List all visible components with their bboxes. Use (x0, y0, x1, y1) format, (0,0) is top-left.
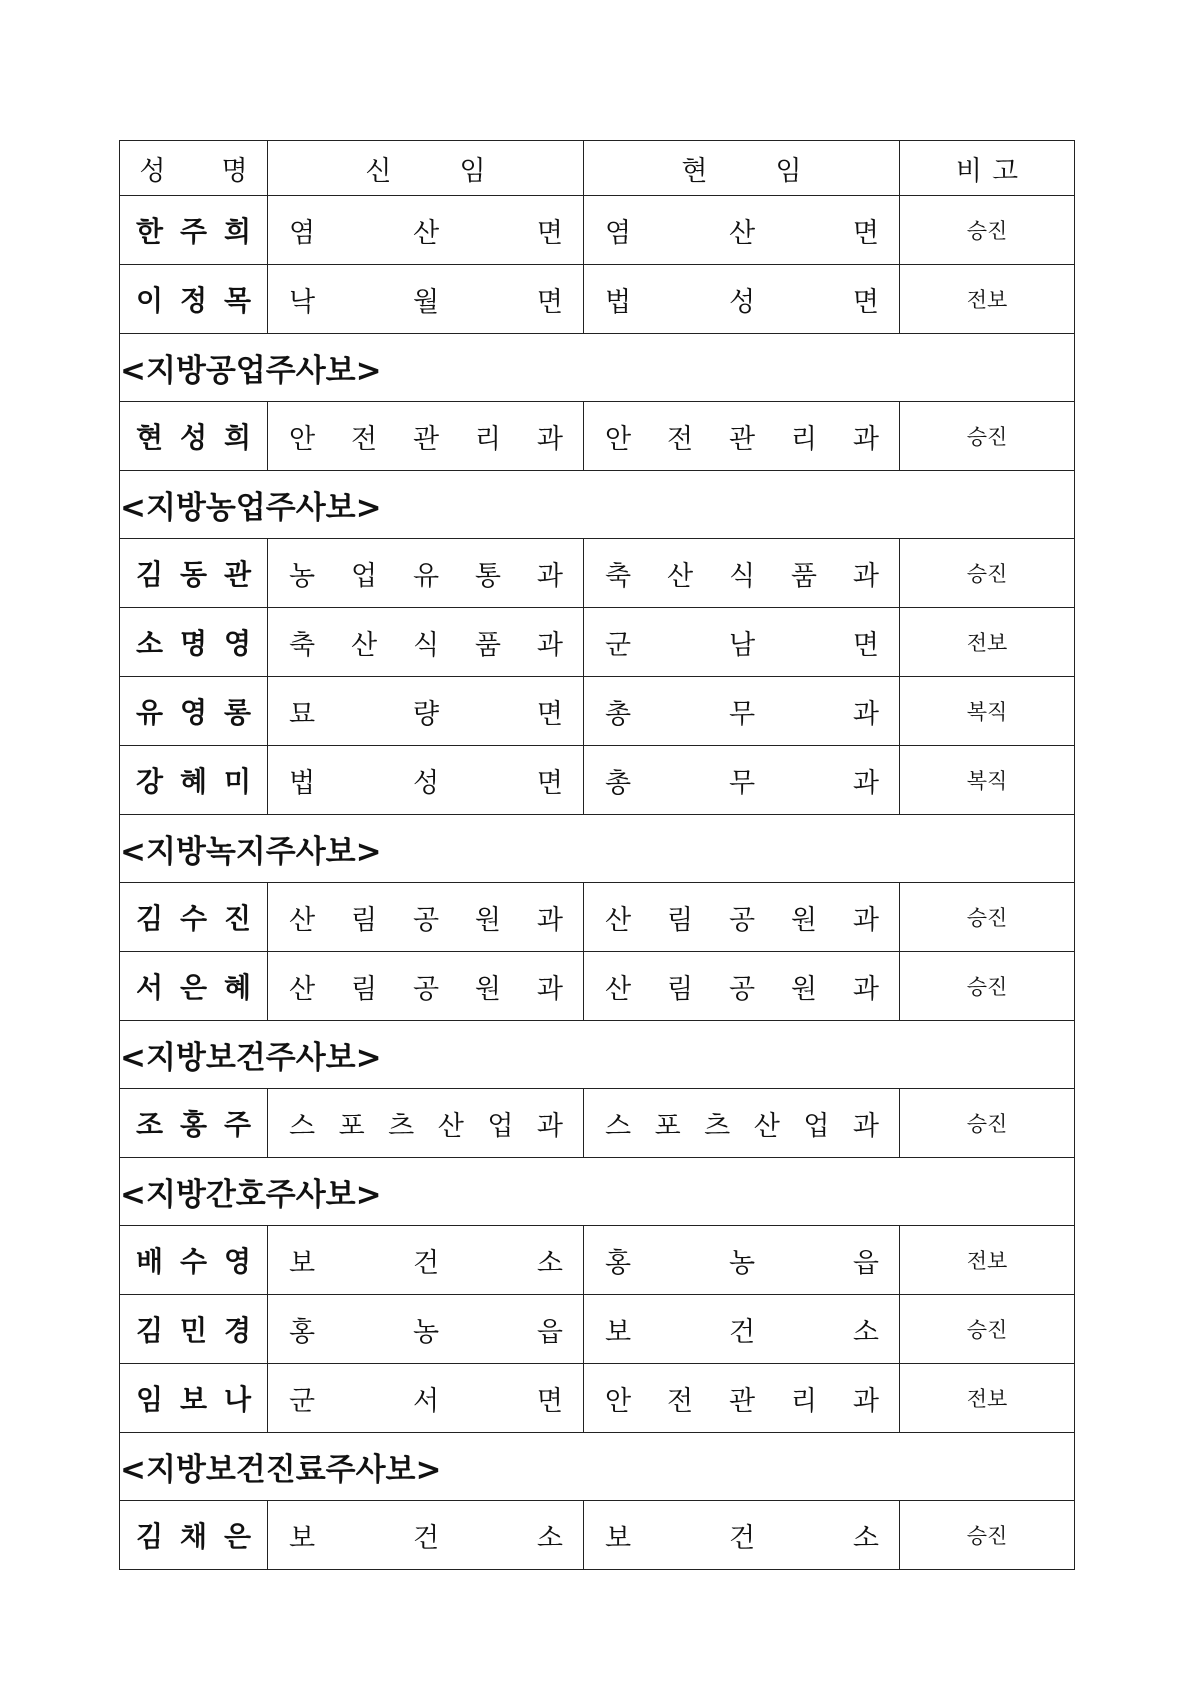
note: 승진 (900, 402, 1075, 471)
table-row (120, 539, 1075, 608)
new-post: 산 림 공 원 과 (268, 883, 584, 952)
person-name: 이 정 목 (120, 265, 268, 334)
table-row (120, 677, 1075, 746)
person-name: 소 명 영 (120, 608, 268, 677)
note: 전보 (900, 1226, 1075, 1295)
person-name: 서 은 혜 (120, 952, 268, 1021)
section-title: <지방녹지주사보> (120, 815, 1075, 883)
new-post: 축 산 식 품 과 (268, 608, 584, 677)
new-post: 염 산 면 (268, 196, 584, 265)
current-post: 염 산 면 (584, 196, 900, 265)
table-row (120, 1226, 1075, 1295)
table-row (120, 883, 1075, 952)
new-post: 농 업 유 통 과 (268, 539, 584, 608)
current-post: 총 무 과 (584, 677, 900, 746)
note: 승진 (900, 952, 1075, 1021)
note: 승진 (900, 1089, 1075, 1158)
person-name: 김 수 진 (120, 883, 268, 952)
table-row (120, 196, 1075, 265)
section-row (120, 1158, 1075, 1226)
section-row (120, 815, 1075, 883)
person-name: 강 혜 미 (120, 746, 268, 815)
section-row (120, 1433, 1075, 1501)
new-post: 홍 농 읍 (268, 1295, 584, 1364)
section-title: <지방보건진료주사보> (120, 1433, 1075, 1501)
header-current-post: 현 임 (584, 141, 900, 196)
table-row (120, 1501, 1075, 1570)
section-row (120, 471, 1075, 539)
current-post: 총 무 과 (584, 746, 900, 815)
note: 복직 (900, 677, 1075, 746)
current-post: 보 건 소 (584, 1295, 900, 1364)
current-post: 군 남 면 (584, 608, 900, 677)
section-title: <지방농업주사보> (120, 471, 1075, 539)
section-title: <지방공업주사보> (120, 334, 1075, 402)
current-post: 산 림 공 원 과 (584, 952, 900, 1021)
new-post: 보 건 소 (268, 1501, 584, 1570)
table-row (120, 1364, 1075, 1433)
section-row (120, 334, 1075, 402)
person-name: 유 영 롱 (120, 677, 268, 746)
header-note: 비 고 (900, 141, 1075, 196)
header-new-post: 신 임 (268, 141, 584, 196)
new-post: 법 성 면 (268, 746, 584, 815)
current-post: 법 성 면 (584, 265, 900, 334)
table-row (120, 402, 1075, 471)
note: 전보 (900, 608, 1075, 677)
table-row (120, 1089, 1075, 1158)
person-name: 한 주 희 (120, 196, 268, 265)
personnel-table (119, 140, 1075, 1570)
new-post: 군 서 면 (268, 1364, 584, 1433)
current-post: 산 림 공 원 과 (584, 883, 900, 952)
note: 승진 (900, 883, 1075, 952)
current-post: 안 전 관 리 과 (584, 1364, 900, 1433)
current-post: 축 산 식 품 과 (584, 539, 900, 608)
section-title: <지방보건주사보> (120, 1021, 1075, 1089)
note: 승진 (900, 1295, 1075, 1364)
note: 전보 (900, 1364, 1075, 1433)
person-name: 김 채 은 (120, 1501, 268, 1570)
table-row (120, 608, 1075, 677)
new-post: 낙 월 면 (268, 265, 584, 334)
note: 승진 (900, 196, 1075, 265)
section-row (120, 1021, 1075, 1089)
note: 복직 (900, 746, 1075, 815)
header-name: 성 명 (120, 141, 268, 196)
note: 승진 (900, 539, 1075, 608)
current-post: 스 포 츠 산 업 과 (584, 1089, 900, 1158)
note: 전보 (900, 265, 1075, 334)
table-body (120, 196, 1075, 1570)
person-name: 임 보 나 (120, 1364, 268, 1433)
new-post: 보 건 소 (268, 1226, 584, 1295)
person-name: 조 홍 주 (120, 1089, 268, 1158)
table-header-row (120, 141, 1075, 196)
new-post: 산 림 공 원 과 (268, 952, 584, 1021)
new-post: 묘 량 면 (268, 677, 584, 746)
table-row (120, 746, 1075, 815)
current-post: 홍 농 읍 (584, 1226, 900, 1295)
table-row (120, 1295, 1075, 1364)
new-post: 스 포 츠 산 업 과 (268, 1089, 584, 1158)
person-name: 김 민 경 (120, 1295, 268, 1364)
current-post: 보 건 소 (584, 1501, 900, 1570)
person-name: 현 성 희 (120, 402, 268, 471)
section-title: <지방간호주사보> (120, 1158, 1075, 1226)
table-row (120, 265, 1075, 334)
person-name: 배 수 영 (120, 1226, 268, 1295)
current-post: 안 전 관 리 과 (584, 402, 900, 471)
new-post: 안 전 관 리 과 (268, 402, 584, 471)
table-row (120, 952, 1075, 1021)
note: 승진 (900, 1501, 1075, 1570)
person-name: 김 동 관 (120, 539, 268, 608)
